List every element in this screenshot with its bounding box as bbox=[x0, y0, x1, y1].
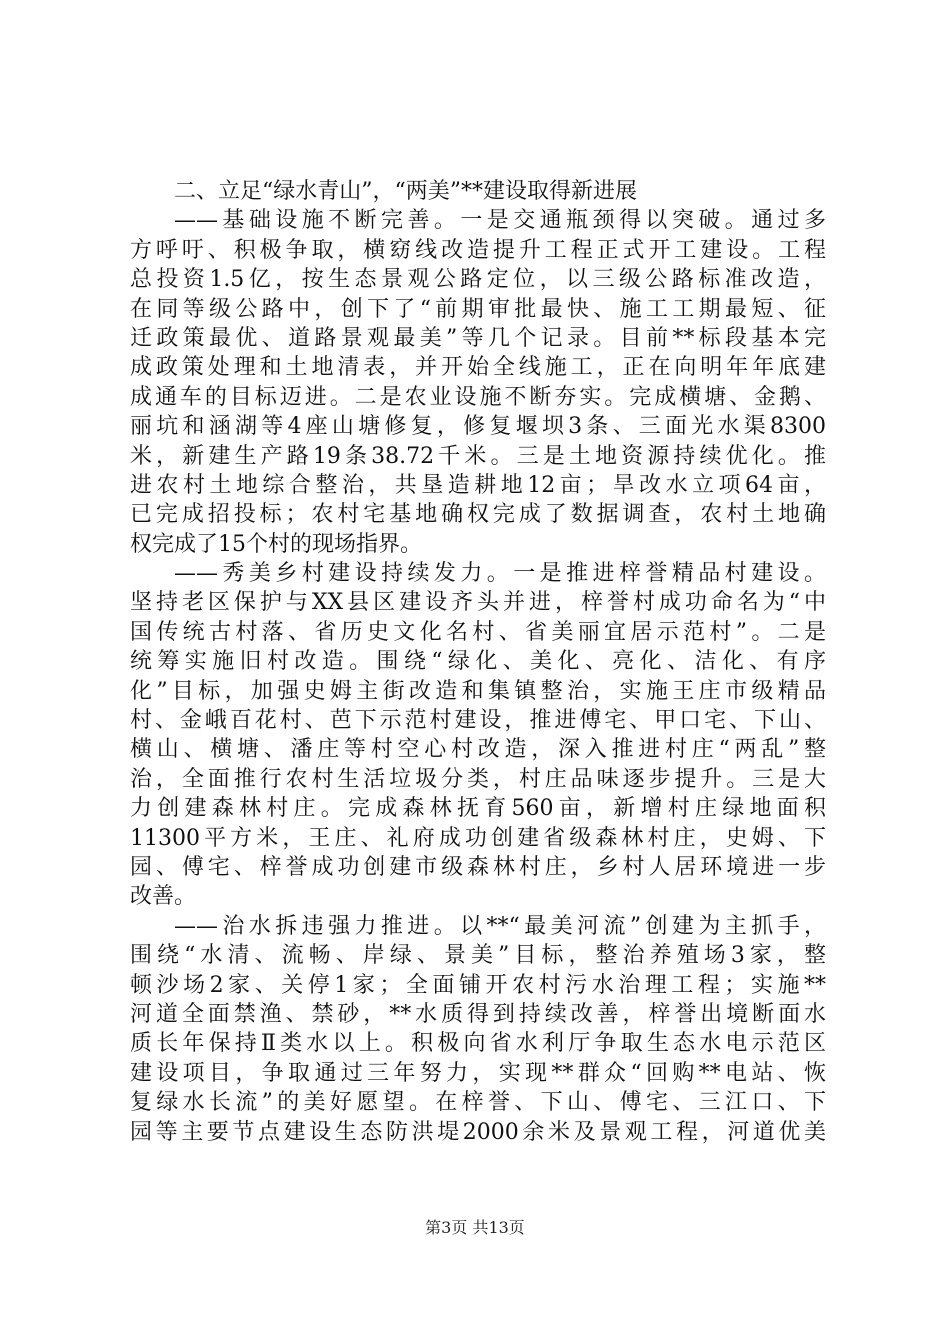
text-line: 化”目标，加强史姆主街改造和集镇整治，实施王庄市级精品 bbox=[130, 678, 826, 704]
text-line: 进农村土地综合整治，共垦造耕地12亩；旱改水立项64亩， bbox=[130, 472, 826, 498]
text-line: 园、傅宅、梓誉成功创建市级森林村庄，乡村人居环境进一步 bbox=[130, 854, 826, 880]
text-line: 河道全面禁渔、禁砂，**水质得到持续改善，梓誉出境断面水 bbox=[130, 1001, 826, 1027]
text-line: 米，新建生产路19条38.72千米。三是土地资源持续优化。推 bbox=[130, 443, 826, 469]
text-line: ——基础设施不断完善。一是交通瓶颈得以突破。通过多 bbox=[174, 208, 826, 234]
text-line: 在同等级公路中，创下了“前期审批最快、施工工期最短、征 bbox=[130, 296, 826, 322]
text-line: 围绕“水清、流畅、岸绿、景美”目标，整治养殖场3家，整 bbox=[130, 943, 826, 969]
text-line: ——治水拆违强力推进。以**“最美河流”创建为主抓手， bbox=[174, 913, 826, 939]
text-line: 11300平方米，王庄、礼府成功创建省级森林村庄，史姆、下 bbox=[130, 825, 826, 851]
text-line: 复绿水长流”的美好愿望。在梓誉、下山、傅宅、三江口、下 bbox=[130, 1090, 826, 1116]
text-line: 质长年保持Ⅱ类水以上。积极向省水利厅争取生态水电示范区 bbox=[130, 1031, 826, 1057]
text-line: 园等主要节点建设生态防洪堤2000余米及景观工程，河道优美 bbox=[130, 1119, 826, 1145]
text-line: 坚持老区保护与XX县区建设齐头并进，梓誉村成功命名为“中 bbox=[130, 590, 826, 616]
text-line: 村、金峨百花村、芭下示范村建设，推进傅宅、甲口宅、下山、 bbox=[130, 708, 826, 734]
text-line: 总投资1.5亿，按生态景观公路定位，以三级公路标准改造， bbox=[130, 267, 826, 293]
text-line: 力创建森林村庄。完成森林抚育560亩，新增村庄绿地面积 bbox=[130, 796, 826, 822]
text-line: 改善。 bbox=[130, 884, 197, 910]
page-footer: 第3页 共13页 bbox=[425, 1218, 525, 1237]
text-line: 国传统古村落、省历史文化名村、省美丽宜居示范村”。二是 bbox=[130, 619, 826, 645]
text-line: 顿沙场2家、关停1家；全面铺开农村污水治理工程；实施** bbox=[130, 972, 826, 998]
text-line: 统筹实施旧村改造。围绕“绿化、美化、亮化、洁化、有序 bbox=[130, 649, 826, 675]
text-line: 成通车的目标迈进。二是农业设施不断夯实。完成横塘、金鹅、 bbox=[130, 384, 826, 410]
text-line: 方呼吁、积极争取，横窈线改造提升工程正式开工建设。工程 bbox=[130, 237, 826, 263]
text-line: 建设项目，争取通过三年努力，实现**群众“回购**电站、恢 bbox=[130, 1060, 826, 1086]
text-line: 迁政策最优、道路景观最美”等几个记录。目前**标段基本完 bbox=[130, 325, 826, 351]
body-text bbox=[130, 177, 826, 1147]
text-line: ——秀美乡村建设持续发力。一是推进梓誉精品村建设。 bbox=[174, 561, 826, 587]
text-line: 丽坑和涵湖等4座山塘修复，修复堰坝3条、三面光水渠8300 bbox=[130, 414, 826, 440]
text-line: 已完成招投标；农村宅基地确权完成了数据调查，农村土地确 bbox=[130, 502, 826, 528]
text-line: 治，全面推行农村生活垃圾分类，村庄品味逐步提升。三是大 bbox=[130, 766, 826, 792]
text-line: 横山、横塘、潘庄等村空心村改造，深入推进村庄“两乱”整 bbox=[130, 737, 826, 763]
text-line: 成政策处理和土地清表，并开始全线施工，正在向明年年底建 bbox=[130, 355, 826, 381]
section-heading: 二、立足“绿水青山”，“两美”**建设取得新进展 bbox=[174, 179, 637, 204]
text-line: 权完成了15个村的现场指界。 bbox=[130, 531, 422, 557]
